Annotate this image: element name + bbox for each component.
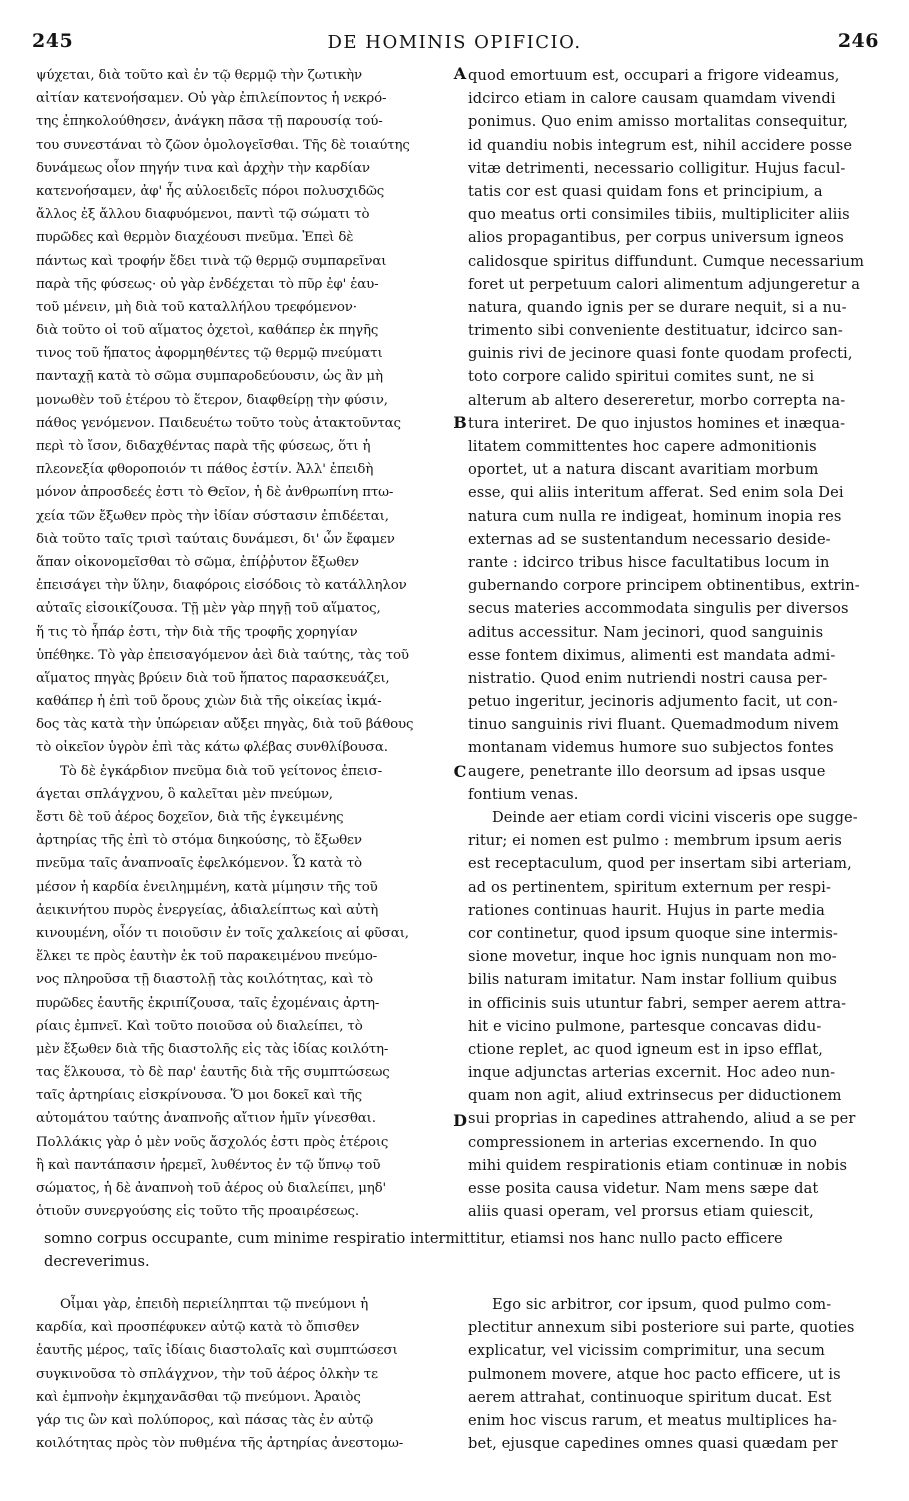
latin-text-line: alterum ab altero desereretur, morbo correpta na- xyxy=(468,391,846,409)
latin-text-line: toto corpore calido spiritui comites sunt, ne si xyxy=(468,368,815,386)
latin-text-line: natura, quando ignis per se durare nequit, si a nu- xyxy=(468,298,847,316)
greek-text-line: διὰ τοῦτο οἱ τοῦ αἵματος ὀχετοὶ, καθάπερ ἐκ πηγῆς xyxy=(36,323,379,339)
greek-text-line: νος πληροῦσα τῇ διαστολῇ τὰς κοιλότητας, καὶ τὸ xyxy=(36,972,373,988)
latin-text-line: cor continetur, quod ipsum quoque sine intermis- xyxy=(468,924,838,942)
latin-text-line: enim hoc viscus rarum, et meatus multiplices ha- xyxy=(468,1411,838,1429)
latin-text-line: Ego sic arbitror, cor ipsum, quod pulmo com- xyxy=(492,1296,832,1313)
greek-text-line: μονωθὲν τοῦ ἑτέρου τὸ ἕτερον, διαφθείρῃ τὴν φύσιν, xyxy=(36,392,388,408)
latin-text-line: pulmonem movere, atque hoc pacto efficere, ut is xyxy=(468,1365,841,1383)
greek-text-line: γάρ τις ὢν καὶ πολύπορος, καὶ πάσας τὰς ἐν αὐτῷ xyxy=(36,1412,374,1428)
latin-text-line: quo meatus orti consimiles tibiis, multipliciter aliis xyxy=(468,206,850,224)
greek-text-line: άγεται σπλάγχνου, ὃ καλεῖται μὲν πνεύμων, xyxy=(36,786,333,802)
latin-text-line: fontium venas. xyxy=(468,785,579,803)
latin-text-line: somno corpus occupante, cum minime respiratio intermittitur, etiamsi nos hanc nullo pacto efficere xyxy=(44,1230,783,1247)
latin-text-line: bilis naturam imitatur. Nam instar follium quibus xyxy=(468,971,837,989)
latin-text-line: nistratio. Quod enim nutriendi nostri causa per- xyxy=(468,669,828,687)
latin-text-line: secus materies accommodata singulis per diversos xyxy=(468,600,849,618)
greek-text-line: περὶ τὸ ἴσον, διδαχθέντας παρὰ τῆς φύσεως, ὅτι ἡ xyxy=(36,439,371,454)
greek-text-line: της ἐπηκολούθησεν, ἀνάγκη πᾶσα τῇ παρουσίᾳ τού- xyxy=(36,114,383,130)
greek-text-line: ὁτιοῦν συνεργούσης εἰς τοῦτο τῆς προαιρέσεως. xyxy=(36,1204,359,1220)
latin-text-line: litatem committentes hoc capere admonitionis xyxy=(468,438,817,455)
greek-text-line: ἀρτηρίας τῆς ἐπὶ τὸ στόμα διηκούσης, τὸ ἔξωθεν xyxy=(36,833,362,849)
greek-text-line: χεία τῶν ἔξωθεν πρὸς τὴν ἰδίαν σύστασιν ἐπιδέεται, xyxy=(36,508,389,524)
greek-text-line: ἢ καὶ παντάπασιν ἠρεμεῖ, λυθέντος ἐν τῷ ὕπνῳ τοῦ xyxy=(36,1157,381,1173)
latin-text-line: idcirco etiam in calore causam quamdam vivendi xyxy=(468,90,836,108)
greek-text-line: κατενοήσαμεν, ἀφ' ἧς αὐλοειδεῖς πόροι πολυσχιδῶς xyxy=(36,183,385,199)
greek-text-line: τοῦ μένειν, μὴ διὰ τοῦ καταλλήλου τρεφόμενον· xyxy=(36,299,357,315)
latin-text-line: est receptaculum, quod per insertam sibi arteriam, xyxy=(468,855,852,873)
latin-text-line: sui proprias in capedines attrahendo, aliud a se per xyxy=(468,1110,856,1128)
latin-text-line: sione movetur, inque hoc ignis nunquam non mo- xyxy=(468,948,837,966)
greek-text-line: τὸ οἰκεῖον ὑγρὸν ἐπὶ τὰς κάτω φλέβας συνθλίβουσα. xyxy=(36,740,388,756)
latin-text-line: gubernando corpore principem obtinentibus, extrin- xyxy=(468,577,860,595)
latin-text-line: augere, penetrante illo deorsum ad ipsas usque xyxy=(468,762,826,780)
greek-text-line: καρδία, καὶ προσπέφυκεν αὐτῷ κατὰ τὸ ὄπισθεν xyxy=(36,1320,360,1336)
latin-text-line: rationes continuas haurit. Hujus in parte media xyxy=(468,901,825,919)
latin-text-line: petuo ingeritur, jecinoris adjumento facit, ut con- xyxy=(468,693,838,711)
greek-text-line: σώματος, ἡ δὲ ἀναπνοὴ τοῦ ἀέρος οὐ διαλείπει, μηδ' xyxy=(36,1181,387,1196)
latin-text-line: natura cum nulla re indigeat, hominum inopia res xyxy=(468,507,842,525)
greek-text-line: ἑαυτῆς μέρος, ταῖς ἰδίαις διαστολαῖς καὶ συμπτώσεσι xyxy=(36,1343,398,1359)
greek-text-line: τας ἕλκουσα, τὸ δὲ παρ' ἑαυτῆς διὰ τῆς συμπτώσεως xyxy=(36,1065,390,1081)
latin-text-line: ad os pertinentem, spiritum externum per respi- xyxy=(468,878,831,896)
latin-text-line: tatis cor est quasi quidam fons et principium, a xyxy=(468,182,823,200)
latin-continuation-full-width xyxy=(44,1227,876,1275)
latin-text-line: decreverimus. xyxy=(44,1253,150,1271)
latin-text-line: esse posita causa videtur. Nam mens sæpe dat xyxy=(468,1180,819,1197)
greek-text-line: αἰτίαν κατενοήσαμεν. Οὐ γὰρ ἐπιλείποντος ἡ νεκρό- xyxy=(36,91,387,107)
greek-text-line: ἀεικινήτου πυρὸς ἐνεργείας, ἀδιαλείπτως καὶ αὐτὴ xyxy=(36,902,379,918)
latin-text-line: hit e vicino pulmone, partesque concavas didu- xyxy=(468,1017,822,1035)
greek-text-line: πανταχῇ κατὰ τὸ σῶμα συμπαροδεύουσιν, ὡς ἂν μὴ xyxy=(36,369,383,385)
latin-text-line: in officinis suis utuntur fabri, semper aerem attra- xyxy=(468,994,847,1012)
greek-text-line: πλεονεξία φθοροποιόν τι πάθος ἐστίν. Ἀλλ' ἐπειδὴ xyxy=(36,462,374,478)
latin-text-line: aditus accessitur. Nam jecinori, quod sanguinis xyxy=(468,623,824,641)
greek-text-line: ρίαις ἐμπνεῖ. Καὶ τοῦτο ποιοῦσα οὐ διαλείπει, τὸ xyxy=(36,1018,363,1034)
latin-text-line: vitæ detrimenti, necessario colligitur. Hujus facul- xyxy=(468,159,846,177)
running-title: DE HOMINIS OPIFICIO. xyxy=(327,32,582,53)
latin-text-line: foret ut perpetuum calori alimentum adjungeretur a xyxy=(468,275,861,293)
greek-text-line: ἅπαν οἰκονομεῖσθαι τὸ σῶμα, ἐπίῤῥυτον ἔξωθεν xyxy=(36,554,359,570)
section-mark-a: A xyxy=(453,64,467,83)
greek-text-line: Οἶμαι γὰρ, ἐπειδὴ περιείληπται τῷ πνεύμονι ἡ xyxy=(60,1297,369,1312)
latin-column-bottom xyxy=(468,1293,875,1457)
latin-text-line: quod emortuum est, occupari a frigore videamus, xyxy=(468,67,840,84)
latin-text-line: Deinde aer etiam cordi vicini visceris ope sugge- xyxy=(492,809,858,826)
latin-text-line: tinuo sanguinis rivi fluant. Quemadmodum nivem xyxy=(468,716,839,734)
greek-text-line: δυνάμεως οἷον πηγήν τινα καὶ ἀρχὴν τὴν καρδίαν xyxy=(36,160,370,176)
greek-text-line: πάθος γενόμενον. Παιδευέτω τοῦτο τοὺς ἀτακτοῦντας xyxy=(36,415,401,431)
latin-text-line: guinis rivi de jecinore quasi fonte quodam profecti, xyxy=(468,345,853,363)
section-mark-d: D xyxy=(453,1111,467,1130)
greek-text-line: τινος τοῦ ἥπατος ἀφορμηθέντες τῷ θερμῷ πνεύματι xyxy=(36,346,383,362)
latin-text-line: aliis quasi operam, vel prorsus etiam quiescit, xyxy=(468,1203,814,1221)
section-mark-b: B xyxy=(453,413,467,432)
page-header xyxy=(0,30,909,60)
latin-text-line: inque adjunctas arterias excernit. Hoc adeo nun- xyxy=(468,1064,836,1082)
greek-column-top xyxy=(36,64,450,1226)
greek-text-line: συγκινοῦσα τὸ σπλάγχνον, τὴν τοῦ ἀέρος ὁλκὴν τε xyxy=(36,1366,378,1382)
section-mark-c: C xyxy=(453,762,467,781)
latin-text-line: quam non agit, aliud extrinsecus per diductionem xyxy=(468,1087,842,1105)
greek-text-line: παρὰ τῆς φύσεως· οὐ γὰρ ἐνδέχεται τὸ πῦρ ἐφ' ἑαυ- xyxy=(36,276,379,292)
greek-text-line: ἐπεισάγει τὴν ὕλην, διαφόροις εἰσόδοις τὸ κατάλληλον xyxy=(36,578,407,594)
greek-text-line: ψύχεται, διὰ τοῦτο καὶ ἐν τῷ θερμῷ τὴν ζωτικὴν xyxy=(36,68,362,83)
latin-text-line: ponimus. Quo enim amisso mortalitas consequitur, xyxy=(468,113,848,131)
latin-text-line: trimento sibi conveniente destituatur, idcirco san- xyxy=(468,322,843,340)
latin-text-line: calidosque spiritus diffundunt. Cumque necessarium xyxy=(468,252,865,270)
greek-text-line: μὲν ἔξωθεν διὰ τῆς διαστολῆς εἰς τὰς ἰδίας κοιλότη- xyxy=(36,1041,389,1057)
latin-text-line: rante : idcirco tribus hisce facultatibus locum in xyxy=(468,553,830,571)
latin-text-line: tura interiret. De quo injustos homines et inæqua- xyxy=(468,414,846,432)
greek-text-line: ὑπέθηκε. Τὸ γὰρ ἐπεισαγόμενον ἀεὶ διὰ ταύτης, τὰς τοῦ xyxy=(36,647,409,663)
greek-column-bottom xyxy=(36,1293,450,1457)
greek-text-line: δος τὰς κατὰ τὴν ὑπώρειαν αὔξει πηγὰς, διὰ τοῦ βάθους xyxy=(36,717,414,733)
greek-text-line: Τὸ δὲ ἐγκάρδιον πνεῦμα διὰ τοῦ γείτονος ἐπεισ- xyxy=(60,763,383,779)
greek-text-line: κοιλότητας πρὸς τὸν πυθμένα τῆς ἀρτηρίας ἀνεστομω- xyxy=(36,1436,404,1452)
latin-text-line: montanam videmus humore suo subjectos fontes xyxy=(468,739,834,757)
greek-text-line: αἵματος πηγὰς βρύειν διὰ τοῦ ἥπατος παρασκευάζει, xyxy=(36,670,390,686)
page-number-right: 246 xyxy=(837,30,879,52)
latin-text-line: bet, ejusque capedines omnes quasi quædam per xyxy=(468,1435,838,1453)
greek-text-line: ταῖς ἀρτηρίαις εἰσκρίνουσα. Ὅ μοι δοκεῖ καὶ τῆς xyxy=(36,1088,363,1104)
page-number-left: 245 xyxy=(32,30,74,52)
latin-text-line: compressionem in arterias excernendo. In quo xyxy=(468,1133,818,1151)
latin-text-line: esse, qui aliis interitum afferat. Sed enim sola Dei xyxy=(468,484,844,502)
greek-text-line: μόνον ἀπροσδεές ἐστι τὸ Θεῖον, ἡ δὲ ἀνθρωπίνη πτω- xyxy=(36,485,394,501)
greek-text-line: Πολλάκις γὰρ ὁ μὲν νοῦς ἄσχολός ἐστι πρὸς ἑτέροις xyxy=(36,1134,389,1150)
latin-text-line: id quandiu nobis integrum est, nihil accidere posse xyxy=(468,136,853,154)
latin-text-line: ritur; ei nomen est pulmo : membrum ipsum aeris xyxy=(468,832,842,850)
greek-text-line: πυρῶδες καὶ θερμὸν διαχέουσι πνεῦμα. Ἐπεὶ δὲ xyxy=(36,230,354,246)
latin-text-line: alios propagantibus, per corpus universum igneos xyxy=(468,229,844,247)
latin-text-line: explicatur, vel vicissim comprimitur, una secum xyxy=(468,1342,825,1360)
greek-text-line: μέσον ἡ καρδία ἐνειλημμένη, κατὰ μίμησιν τῆς τοῦ xyxy=(36,879,378,895)
greek-text-line: πυρῶδες ἑαυτῆς ἐκριπίζουσα, ταῖς ἐχομέναις ἀρτη- xyxy=(36,995,380,1011)
latin-text-line: mihi quidem respirationis etiam continuæ in nobis xyxy=(468,1156,848,1174)
greek-text-line: κινουμένη, οἷόν τι ποιοῦσιν ἐν τοῖς χαλκείοις αἱ φῦσαι, xyxy=(36,925,409,941)
greek-text-line: αὐτομάτου ταύτης ἀναπνοῆς αἴτιον ἡμῖν γίνεσθαι. xyxy=(36,1111,376,1127)
greek-text-line: του συνεστάναι τὸ ζῶον ὁμολογεῖσθαι. Τῆς δὲ τοιαύτης xyxy=(36,137,410,153)
latin-text-line: esse fontem diximus, alimenti est mandata admi- xyxy=(468,646,836,664)
greek-text-line: ἥ τις τὸ ἧπάρ ἐστι, τὴν διὰ τῆς τροφῆς χορηγίαν xyxy=(36,624,358,640)
latin-column-top xyxy=(468,64,875,1226)
greek-text-line: καθάπερ ἡ ἐπὶ τοῦ ὄρους χιὼν διὰ τῆς οἰκείας ἰκμά- xyxy=(36,694,382,710)
greek-text-line: πάντως καὶ τροφήν ἔδει τινὰ τῷ θερμῷ συμπαρεῖναι xyxy=(36,253,387,269)
greek-text-line: διὰ τοῦτο ταῖς τρισὶ ταύταις δυνάμεσι, δι' ὧν ἔφαμεν xyxy=(36,531,395,547)
greek-text-line: πνεῦμα ταῖς ἀναπνοαῖς ἐφελκόμενον. Ὧ κατὰ τὸ xyxy=(36,856,362,872)
greek-text-line: ἄλλος ἐξ ἄλλου διαφυόμενοι, παντὶ τῷ σώματι τὸ xyxy=(36,207,370,223)
latin-text-line: oportet, ut a natura discant avaritiam morbum xyxy=(468,461,819,479)
greek-text-line: καὶ ἐμπνοὴν ἐκμηχανᾶσθαι τῷ πνεύμονι. Ἀραιὸς xyxy=(36,1389,361,1405)
latin-text-line: ctione replet, ac quod igneum est in ipso efflat, xyxy=(468,1040,823,1058)
latin-text-line: externas ad se sustentandum necessario deside- xyxy=(468,530,831,548)
greek-text-line: ἔστι δὲ τοῦ ἀέρος δοχεῖον, διὰ τῆς ἐγκειμένης xyxy=(36,810,344,825)
greek-text-line: αὐταῖς εἰσοικίζουσα. Τῇ μὲν γὰρ πηγῇ τοῦ αἵματος, xyxy=(36,601,381,617)
latin-text-line: aerem attrahat, continuoque spiritum ducat. Est xyxy=(468,1388,832,1406)
latin-text-line: plectitur annexum sibi posteriore sui parte, quoties xyxy=(468,1319,855,1337)
greek-text-line: ἕλκει τε πρὸς ἑαυτὴν ἐκ τοῦ παρακειμένου πνεύμο- xyxy=(36,949,378,965)
